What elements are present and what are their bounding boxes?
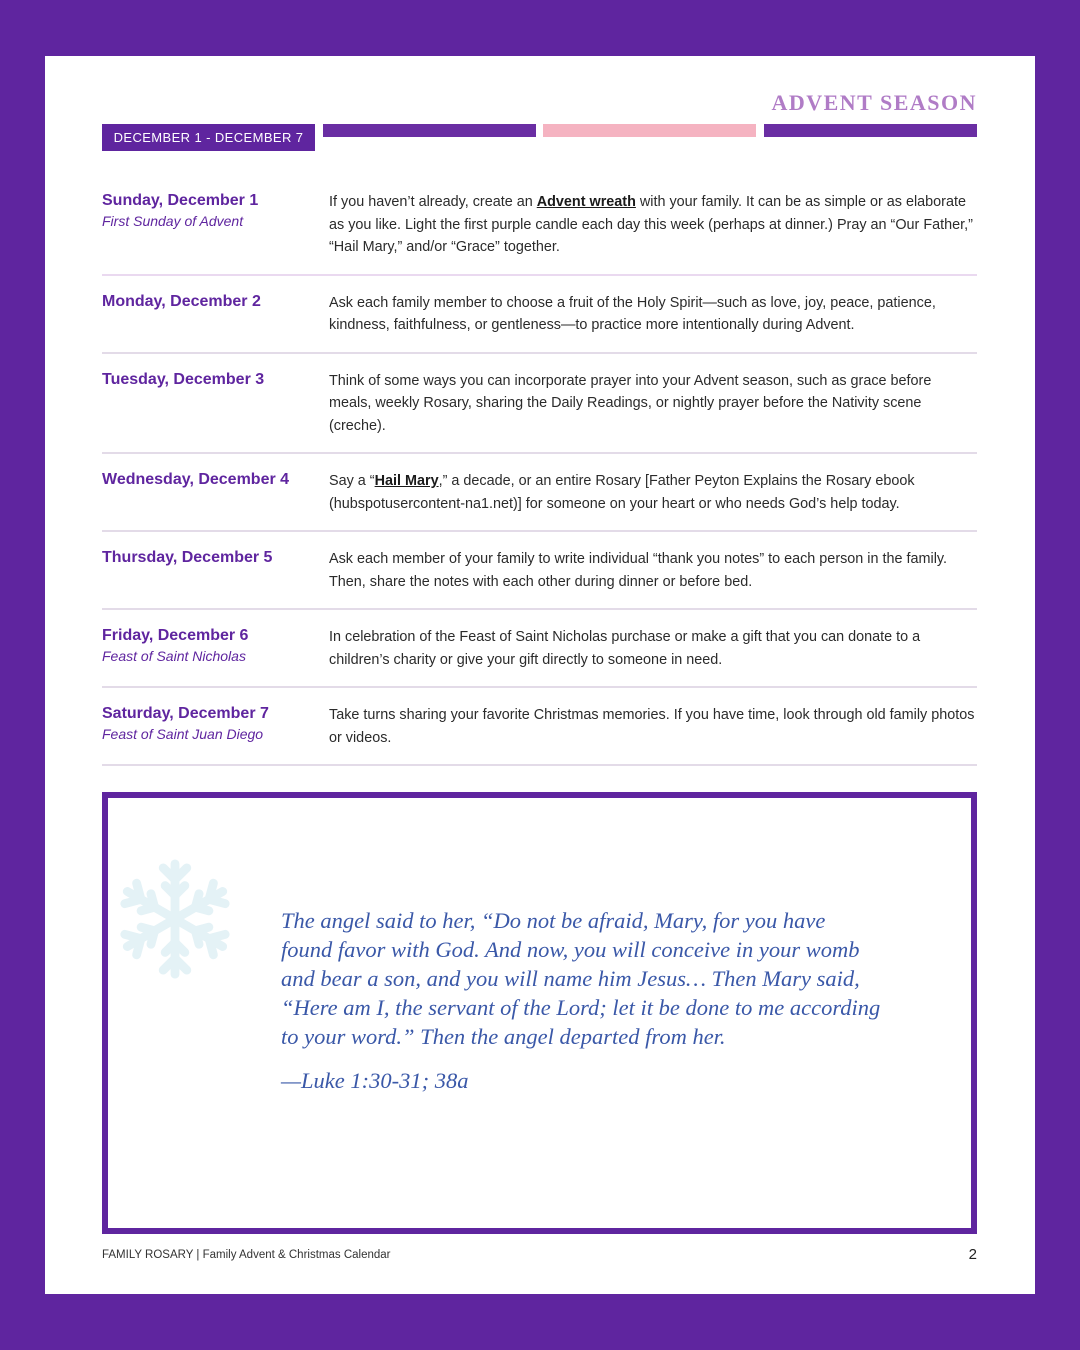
scripture-quote: The angel said to her, “Do not be afraid, Mary, for you have found favor with God. And now, you will conceive in your womb and bear a son, and you will name him Jesus… Then Mary said, “Here am I, the servant of the Lord; let it be done to me according to your word.” Then the angel departed from her.	[281, 908, 881, 1049]
desc-text: Say a “	[329, 473, 375, 489]
day-subtitle: Feast of Saint Nicholas	[102, 648, 246, 664]
hail-mary-link[interactable]: Hail Mary	[374, 473, 439, 489]
day-row-monday	[102, 276, 977, 354]
day-title: Thursday, December 5	[102, 549, 273, 566]
day-heading	[102, 626, 329, 671]
footer-text	[102, 1249, 390, 1261]
snowflake-icon	[116, 854, 234, 984]
day-description	[329, 470, 977, 515]
desc-text: If you haven’t already, create an	[329, 194, 537, 210]
page-footer	[102, 1246, 977, 1263]
footer-brand: FAMILY ROSARY	[102, 1248, 194, 1261]
advent-wreath-link[interactable]: Advent wreath	[536, 194, 636, 210]
footer-doc-title: Family Advent & Christmas Calendar	[202, 1248, 391, 1261]
day-title: Tuesday, December 3	[102, 370, 265, 388]
header-bar-purple-1	[323, 124, 536, 137]
day-title: Wednesday, December 4	[102, 471, 290, 488]
calendar-page	[45, 56, 1035, 1294]
day-subtitle: First Sunday of Advent	[102, 213, 244, 229]
day-title: Saturday, December 7	[102, 705, 269, 722]
day-description: Ask each member of your family to write individual “thank you notes” to each person in the family. Then, share the notes with each other during dinner or before bed.	[329, 551, 948, 590]
day-description: In celebration of the Feast of Saint Nicholas purchase or make a gift that you can donate to a children’s charity or give your gift directly to someone in need.	[329, 629, 921, 668]
day-subtitle: Feast of Saint Juan Diego	[102, 726, 264, 742]
header-bar-pink	[543, 124, 756, 137]
day-list	[102, 183, 977, 766]
footer-separator: |	[193, 1248, 203, 1261]
day-title: Monday, December 2	[102, 292, 261, 310]
day-description	[329, 191, 977, 259]
page-number: 2	[968, 1246, 977, 1263]
day-row-friday	[102, 610, 977, 688]
day-row-sunday	[102, 183, 977, 276]
day-heading	[102, 292, 329, 337]
day-row-saturday	[102, 688, 977, 766]
day-row-thursday	[102, 532, 977, 610]
day-heading	[102, 191, 329, 259]
day-row-wednesday	[102, 454, 977, 532]
day-heading	[102, 704, 329, 749]
scripture-citation: —Luke 1:30-31; 38a	[281, 1068, 469, 1093]
day-heading	[102, 370, 329, 438]
desc-text: with your family. It can be as simple or as elaborate as you like. Light the first purple candle each day this week (perhaps at dinner.) Pray an “Our Father,” “Hail Mary,” and/or “Grace” together.	[329, 194, 973, 255]
day-description: Take turns sharing your favorite Christmas memories. If you have time, look through old family photos or videos.	[329, 707, 975, 746]
season-title: ADVENT SEASON	[771, 90, 977, 115]
day-row-tuesday	[102, 354, 977, 455]
day-heading	[102, 470, 329, 515]
date-range-label: DECEMBER 1 - DECEMBER 7	[102, 124, 315, 151]
header-bar-purple-2	[764, 124, 977, 137]
scripture-quote-box	[102, 792, 977, 1234]
day-title: Sunday, December 1	[102, 192, 259, 209]
day-description: Think of some ways you can incorporate prayer into your Advent season, such as grace before meals, weekly Rosary, sharing the Daily Readings, or nightly prayer before the Nativity scene (creche).	[329, 372, 932, 434]
day-title: Friday, December 6	[102, 627, 249, 644]
day-description: Ask each family member to choose a fruit of the Holy Spirit—such as love, joy, peace, patience, kindness, faithfulness, or gentleness—to practice more intentionally during Advent.	[329, 294, 936, 333]
desc-text: ,” a decade, or an entire Rosary [Father Peyton Explains the Rosary ebook (hubspotusercontent-na1.net)] for someone on your heart or who needs God’s help today.	[329, 473, 915, 512]
day-heading	[102, 548, 329, 593]
